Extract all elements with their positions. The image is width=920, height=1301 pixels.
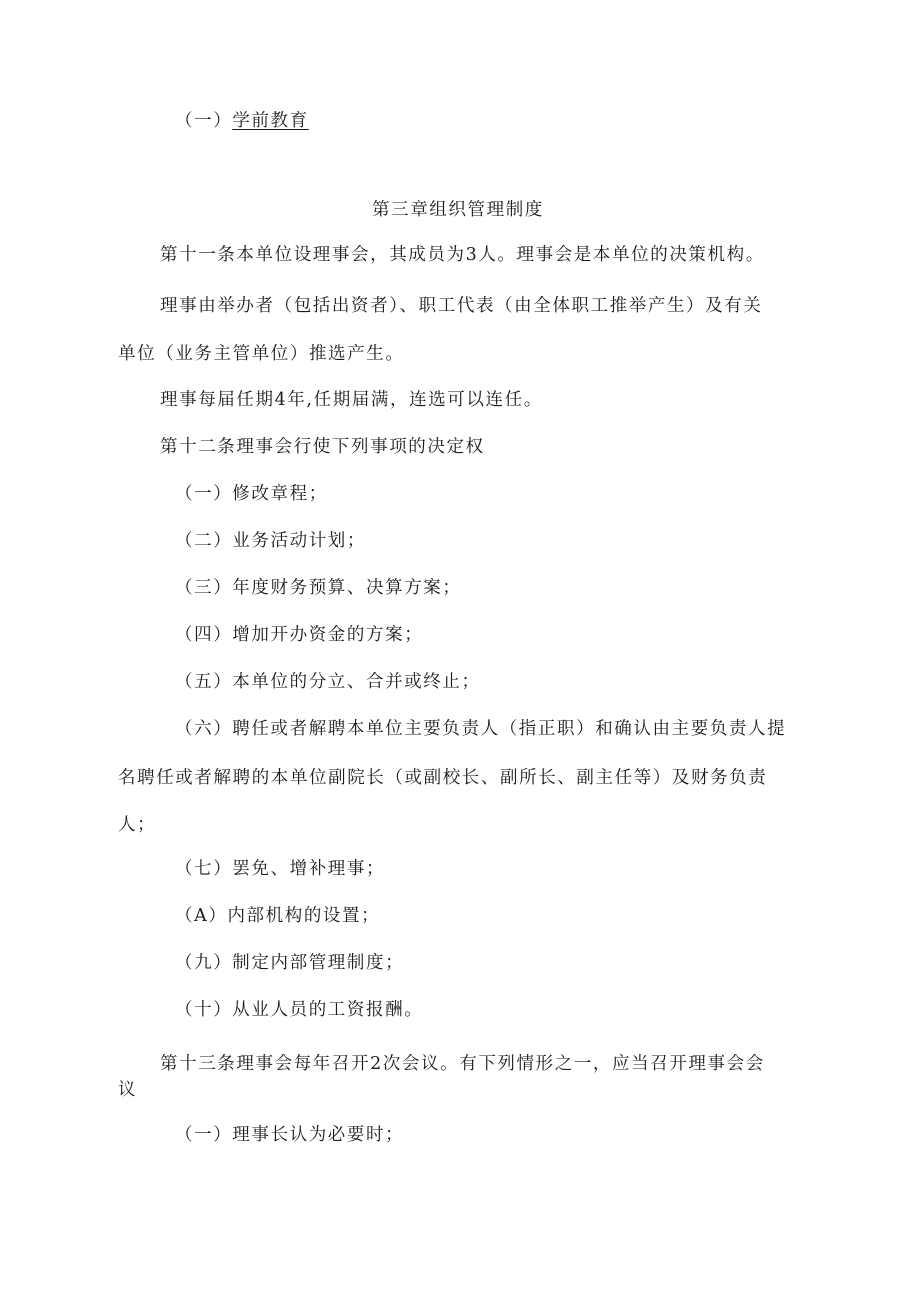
members-line-1: 理事由举办者（包括出资者）、职工代表（由全体职工推举产生）及有关 bbox=[160, 296, 763, 316]
power-item-5: （五）本单位的分立、合并或终止； bbox=[175, 672, 481, 692]
power-item-10: （十）从业人员的工资报酬。 bbox=[175, 1000, 424, 1020]
power-item-2: （二）业务活动计划； bbox=[175, 531, 366, 551]
article-13-line-2: 议 bbox=[118, 1080, 138, 1100]
power-item-4: （四）增加开办资金的方案； bbox=[175, 625, 424, 645]
power-item-1: （一）修改章程； bbox=[175, 484, 328, 504]
power-item-6-line-3: 人； bbox=[118, 815, 157, 835]
section-heading-link[interactable]: 学前教育 bbox=[232, 111, 309, 131]
term-paragraph: 理事每届任期4年,任期届满，连选可以连任。 bbox=[160, 390, 543, 410]
article-13-line-1: 第十三条理事会每年召开2次会议。有下列情形之一，应当召开理事会会 bbox=[160, 1054, 765, 1074]
article-11: 第十一条本单位设理事会，其成员为3人。理事会是本单位的决策机构。 bbox=[160, 245, 765, 265]
power-item-7: （七）罢免、增补理事； bbox=[175, 859, 386, 879]
members-line-2: 单位（业务主管单位）推选产生。 bbox=[118, 344, 405, 364]
chapter-title: 第三章组织管理制度 bbox=[372, 200, 544, 220]
meeting-condition-1: （一）理事长认为必要时； bbox=[175, 1125, 405, 1145]
power-item-6-line-2: 名聘任或者解聘的本单位副院长（或副校长、副所长、副主任等）及财务负责 bbox=[118, 768, 768, 788]
article-12: 第十二条理事会行使下列事项的决定权 bbox=[160, 437, 485, 457]
power-item-6-line-1: （六）聘任或者解聘本单位主要负责人（指正职）和确认由主要负责人提 bbox=[175, 719, 787, 739]
section-heading-prefix: （一） bbox=[175, 111, 233, 131]
power-item-3: （三）年度财务预算、决算方案； bbox=[175, 578, 462, 598]
power-item-9: （九）制定内部管理制度； bbox=[175, 953, 405, 973]
power-item-8: （A）内部机构的设置； bbox=[175, 906, 381, 926]
section-heading-item bbox=[175, 110, 309, 132]
